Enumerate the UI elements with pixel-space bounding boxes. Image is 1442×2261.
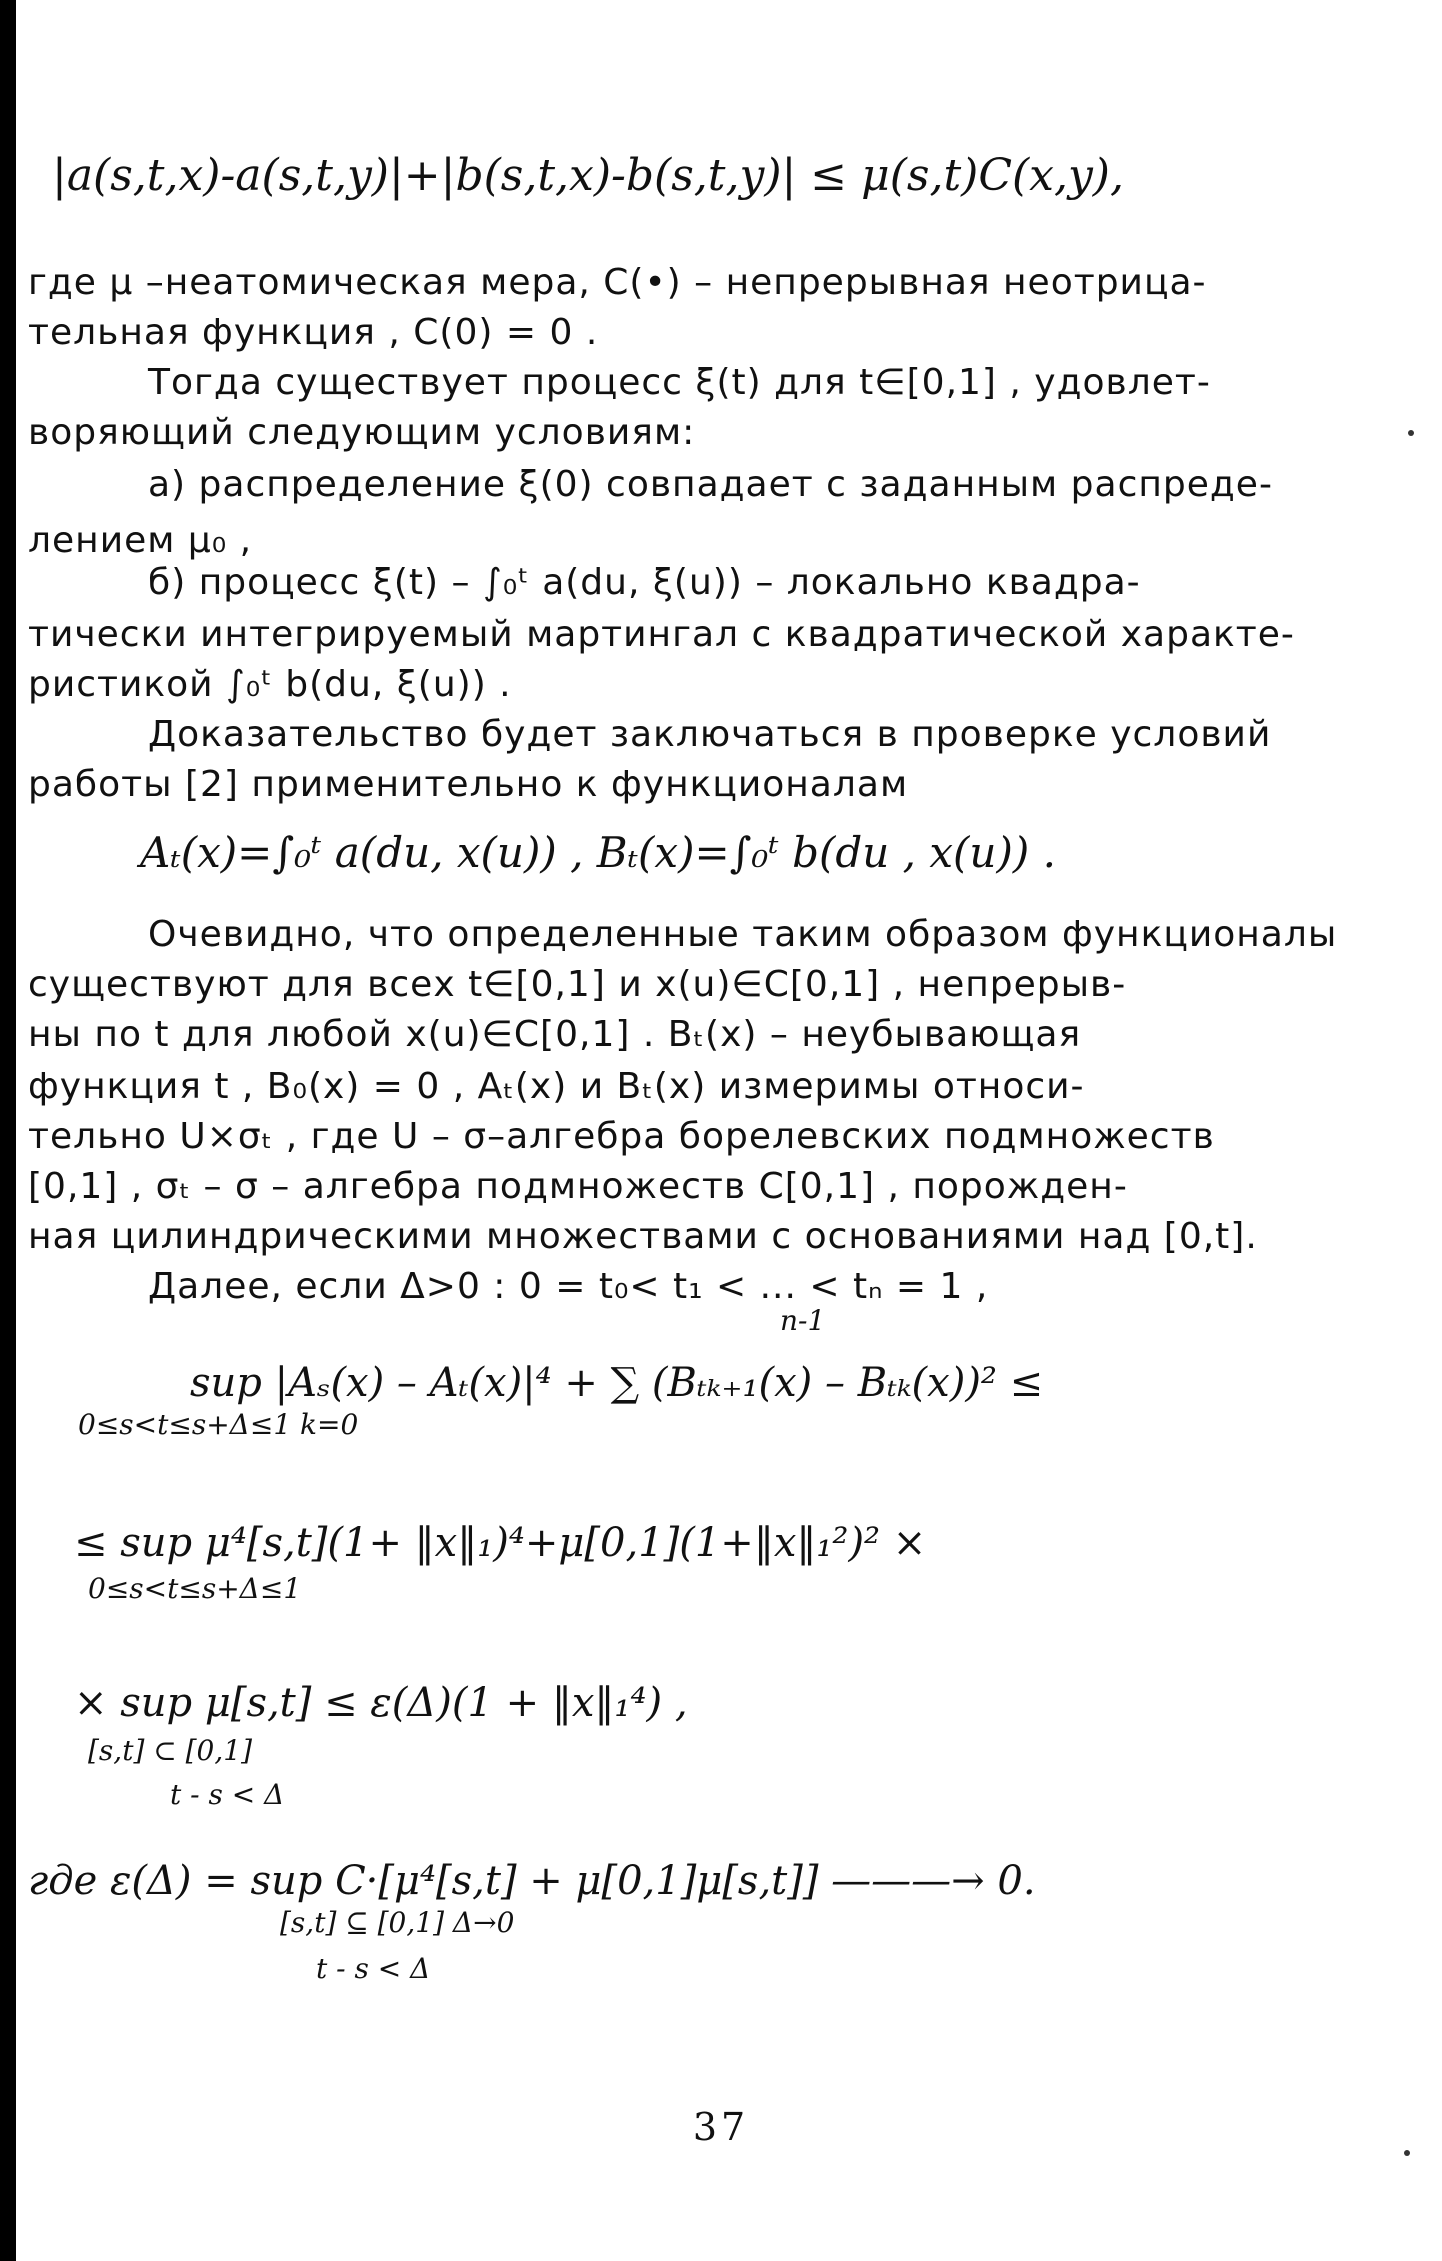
scan-speck bbox=[1408, 430, 1414, 436]
equation-functionals: Aₜ(x)=∫₀ᵗ a(du, x(u)) , Bₜ(x)=∫₀ᵗ b(du , x(u)) . bbox=[140, 828, 1056, 877]
text-line-2: тельная функция , C(0) = 0 . bbox=[28, 312, 599, 353]
text-line-7: б) процесс ξ(t) – ∫₀ᵗ a(du, ξ(u)) – локально квадра- bbox=[148, 562, 1141, 603]
text-line-19: Далее, если Δ>0 : 0 = t₀< t₁ < ... < tₙ = 1 , bbox=[148, 1266, 989, 1307]
text-line-9: ристикой ∫₀ᵗ b(du, ξ(u)) . bbox=[28, 664, 512, 705]
equation-sup-3-subscript-2: t - s < Δ bbox=[170, 1778, 285, 1811]
text-line-15: функция t , B₀(x) = 0 , Aₜ(x) и Bₜ(x) измеримы относи- bbox=[28, 1066, 1085, 1107]
text-line-5: а) распределение ξ(0) совпадает с заданным распреде- bbox=[148, 464, 1273, 505]
equation-sup-3: × sup μ[s,t] ≤ ε(Δ)(1 + ‖x‖₁⁴) , bbox=[74, 1680, 688, 1726]
equation-epsilon-subscript-1: [s,t] ⊆ [0,1] Δ→0 bbox=[280, 1906, 515, 1939]
equation-sup-1: sup |Aₛ(x) – Aₜ(x)|⁴ + ∑ (Bₜₖ₊₁(x) – Bₜₖ(x))² ≤ bbox=[190, 1360, 1044, 1406]
text-line-11: работы [2] применительно к функционалам bbox=[28, 764, 909, 805]
text-line-10: Доказательство будет заключаться в проверке условий bbox=[148, 714, 1272, 755]
text-line-8: тически интегрируемый мартингал с квадратической характе- bbox=[28, 614, 1295, 655]
text-line-16: тельно U×σₜ , где U – σ–алгебра борелевских подмножеств bbox=[28, 1116, 1215, 1157]
text-line-4: воряющий следующим условиям: bbox=[28, 412, 696, 453]
text-line-12: Очевидно, что определенные таким образом функционалы bbox=[148, 914, 1338, 955]
equation-sup-1-subscript: 0≤s<t≤s+Δ≤1 k=0 bbox=[78, 1408, 359, 1441]
text-line-17: [0,1] , σₜ – σ – алгебра подмножеств C[0,1] , порожден- bbox=[28, 1166, 1128, 1207]
equation-lipschitz: |a(s,t,x)-a(s,t,y)|+|b(s,t,x)-b(s,t,y)| ≤ μ(s,t)C(x,y), bbox=[52, 150, 1124, 201]
equation-sup-2: ≤ sup μ⁴[s,t](1+ ‖x‖₁)⁴+μ[0,1](1+‖x‖₁²)² × bbox=[74, 1520, 927, 1566]
scan-speck bbox=[1404, 2150, 1410, 2156]
text-line-6: лением μ₀ , bbox=[28, 520, 253, 561]
text-line-18: ная цилиндрическими множествами с основаниями над [0,t]. bbox=[28, 1216, 1258, 1257]
equation-sup-2-subscript: 0≤s<t≤s+Δ≤1 bbox=[88, 1572, 302, 1605]
equation-sup-3-subscript-1: [s,t] ⊂ [0,1] bbox=[88, 1734, 253, 1767]
equation-epsilon: где ε(Δ) = sup C·[μ⁴[s,t] + μ[0,1]μ[s,t]] ———→ 0. bbox=[28, 1858, 1036, 1904]
equation-epsilon-subscript-2: t - s < Δ bbox=[316, 1952, 431, 1985]
text-line-3: Тогда существует процесс ξ(t) для t∈[0,1] , удовлет- bbox=[148, 362, 1211, 403]
equation-sum-upper-limit: n-1 bbox=[780, 1304, 826, 1337]
page-number: 37 bbox=[692, 2105, 750, 2149]
text-line-1: где μ –неатомическая мера, C(•) – непрерывная неотрица- bbox=[28, 262, 1207, 303]
text-line-13: существуют для всех t∈[0,1] и x(u)∈C[0,1] , непрерыв- bbox=[28, 964, 1127, 1005]
scan-left-edge bbox=[0, 0, 16, 2261]
text-line-14: ны по t для любой x(u)∈C[0,1] . Bₜ(x) – неубывающая bbox=[28, 1014, 1082, 1055]
